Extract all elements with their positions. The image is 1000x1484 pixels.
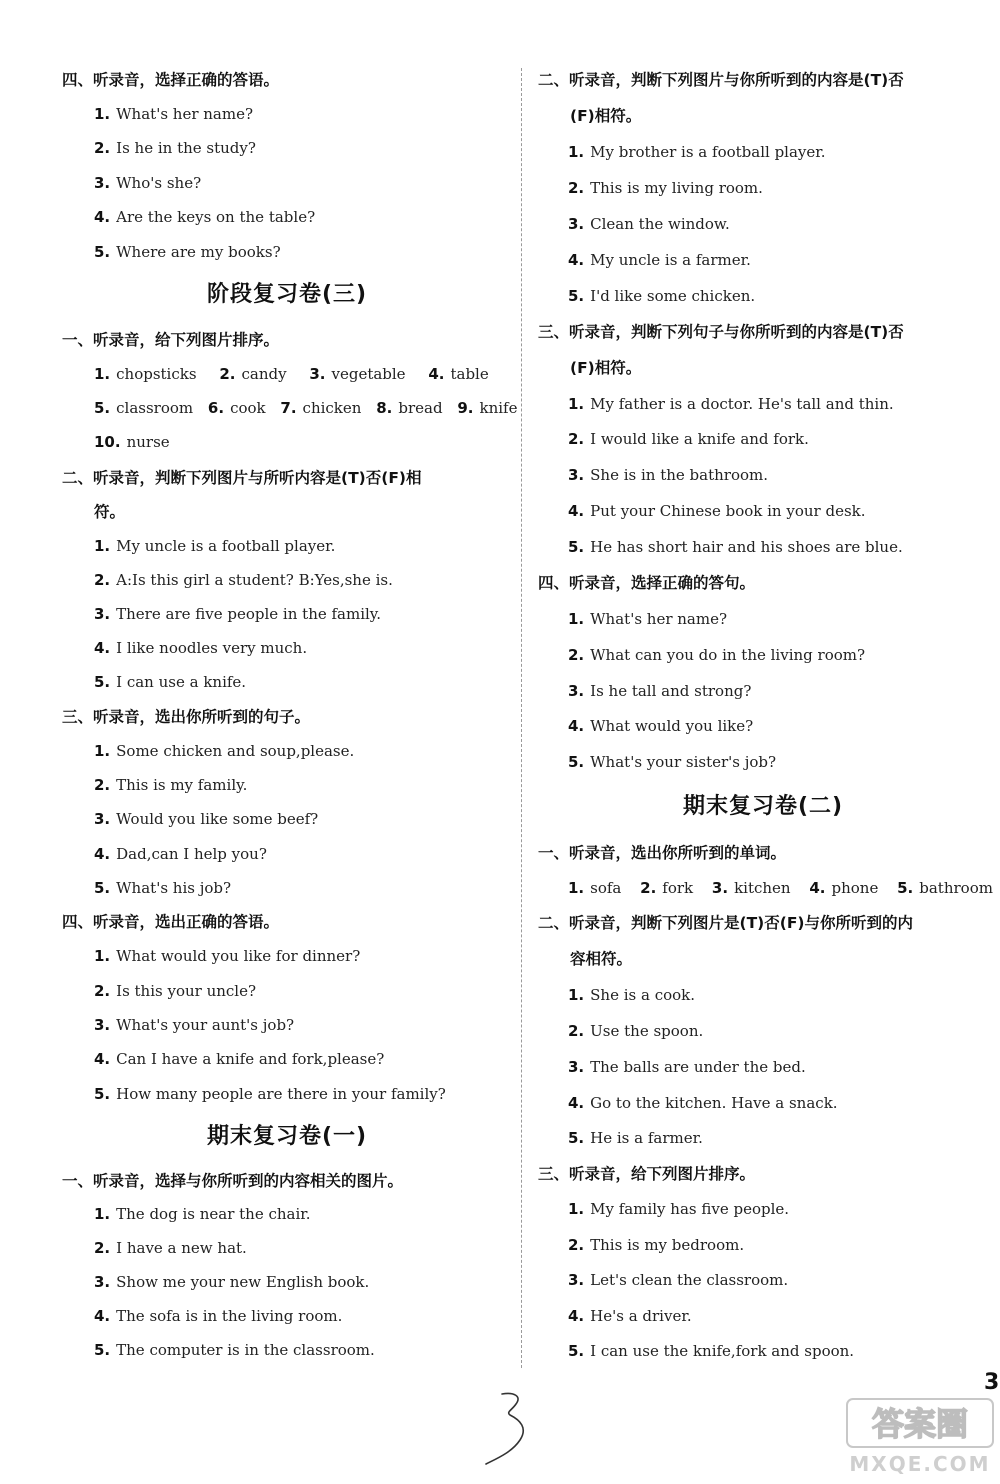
- item-text: I'd like some chicken.: [590, 287, 756, 305]
- page-number: 3: [984, 1370, 1000, 1395]
- svg-text:MXQE.COM: MXQE.COM: [849, 1452, 991, 1476]
- item-text: What's your sister's job?: [590, 753, 777, 771]
- list-item: [62, 1238, 247, 1258]
- list-item: [62, 1015, 294, 1035]
- list-item: [62, 809, 318, 829]
- item-text: classroom: [116, 399, 194, 417]
- item-number: 1.: [94, 1205, 111, 1223]
- item-number: 6.: [207, 399, 225, 417]
- list-item: [62, 844, 267, 864]
- item-number: 8.: [376, 399, 393, 417]
- item-number: 3.: [568, 682, 585, 700]
- list-item: [538, 537, 903, 557]
- item-text: Use the spoon.: [590, 1022, 704, 1040]
- item-text: The computer is in the classroom.: [116, 1341, 375, 1359]
- item-text: Is he in the study?: [116, 139, 256, 157]
- item-number: 2.: [568, 430, 585, 448]
- item-text: My brother is a football player.: [590, 143, 826, 161]
- item-text: What would you like?: [590, 717, 754, 735]
- item-number: 3.: [94, 174, 111, 192]
- item-text: The dog is near the chair.: [116, 1205, 311, 1223]
- item-number: 2.: [568, 1236, 585, 1254]
- list-item: [538, 716, 753, 736]
- word-row: [62, 364, 489, 384]
- list-item: [538, 1235, 744, 1255]
- item-number: 2.: [640, 879, 657, 897]
- item-text: The balls are under the bed.: [590, 1058, 806, 1076]
- list-item: [62, 1272, 369, 1292]
- item-number: 3.: [309, 365, 326, 383]
- item-text: What's your aunt's job?: [116, 1016, 295, 1034]
- item-text: He is a farmer.: [590, 1129, 703, 1147]
- item-number: 4.: [568, 251, 585, 269]
- section-header: 二、听录音，判断下列图片与你所听到的内容是(T)否: [538, 71, 904, 89]
- list-item: [538, 1199, 789, 1219]
- list-item: [62, 741, 354, 761]
- list-item: [538, 1093, 838, 1113]
- item-text: Are the keys on the table?: [116, 208, 316, 226]
- word-row: [62, 398, 517, 418]
- item-number: 1.: [568, 143, 585, 161]
- list-item: [62, 981, 256, 1001]
- item-number: 4.: [94, 639, 111, 657]
- section-header: 四、听录音，选择正确的答语。: [62, 71, 280, 89]
- item-number: 9.: [457, 399, 474, 417]
- list-item: [62, 207, 315, 227]
- item-number: 1.: [568, 879, 585, 897]
- section-header: 二、听录音，判断下列图片是(T)否(F)与你所听到的内: [538, 914, 913, 932]
- item-text: I can use the knife,fork and spoon.: [590, 1342, 855, 1360]
- item-number: 2.: [568, 646, 585, 664]
- item-text: What can you do in the living room?: [590, 646, 866, 664]
- list-item: [538, 1341, 854, 1361]
- item-text: fork: [662, 879, 694, 897]
- item-number: 4.: [94, 208, 111, 226]
- section-header: 四、听录音，选出正确的答语。: [62, 913, 280, 931]
- item-text: bathroom: [919, 879, 993, 897]
- item-number: 5.: [568, 1129, 585, 1147]
- item-text: Is this your uncle?: [116, 982, 257, 1000]
- list-item: [62, 672, 246, 692]
- section-header-continued: 容相符。: [570, 950, 633, 968]
- list-item: [538, 609, 727, 629]
- item-number: 1.: [568, 986, 585, 1004]
- item-number: 3.: [94, 605, 111, 623]
- item-number: 5.: [568, 1342, 585, 1360]
- list-item: [62, 570, 393, 590]
- item-number: 5.: [94, 1085, 111, 1103]
- item-number: 3.: [568, 1058, 585, 1076]
- list-item: [538, 286, 755, 306]
- item-text: How many people are there in your family?: [116, 1085, 446, 1103]
- item-number: 3.: [711, 879, 729, 897]
- item-text: candy: [241, 365, 287, 383]
- section-title: 期末复习卷(二): [682, 794, 844, 819]
- section-header-continued: 符。: [94, 503, 126, 521]
- item-text: My family has five people.: [590, 1200, 790, 1218]
- list-item: [538, 1021, 703, 1041]
- item-text: I can use a knife.: [116, 673, 247, 691]
- list-item: [538, 250, 751, 270]
- item-text: What would you like for dinner?: [116, 947, 361, 965]
- item-number: 3.: [94, 1273, 111, 1291]
- list-item: [62, 604, 381, 624]
- section-header: 一、听录音，给下列图片排序。: [62, 331, 280, 349]
- item-number: 3.: [568, 215, 585, 233]
- item-number: 5.: [897, 879, 914, 897]
- item-text: table: [450, 365, 489, 383]
- item-number: 4.: [94, 1050, 111, 1068]
- list-item: [538, 178, 763, 198]
- item-text: What's her name?: [116, 105, 254, 123]
- list-item: [62, 1340, 375, 1360]
- item-text: She is in the bathroom.: [590, 466, 769, 484]
- item-number: 1.: [94, 365, 111, 383]
- item-number: 4.: [568, 1307, 585, 1325]
- item-number: 5.: [568, 287, 585, 305]
- item-number: 1.: [94, 537, 111, 555]
- item-text: This is my family.: [116, 776, 248, 794]
- item-number: 1.: [94, 947, 111, 965]
- list-item: [538, 1057, 806, 1077]
- item-text: I have a new hat.: [116, 1239, 247, 1257]
- list-item: [538, 142, 826, 162]
- item-number: 4.: [94, 1307, 111, 1325]
- item-text: He has short hair and his shoes are blue.: [590, 538, 903, 556]
- section-header: 一、听录音，选出你所听到的单词。: [538, 844, 787, 862]
- item-number: 4.: [94, 845, 111, 863]
- list-item: [62, 775, 247, 795]
- word-row: [538, 878, 993, 898]
- item-text: nurse: [126, 433, 170, 451]
- item-text: My uncle is a farmer.: [590, 251, 751, 269]
- item-number: 5.: [568, 538, 585, 556]
- list-item: [538, 429, 809, 449]
- item-text: The sofa is in the living room.: [116, 1307, 343, 1325]
- section-title: 期末复习卷(一): [206, 1124, 368, 1149]
- item-text: What's her name?: [590, 610, 728, 628]
- word-row: [62, 432, 170, 452]
- list-item: [538, 985, 695, 1005]
- list-item: [62, 104, 253, 124]
- handwritten-mark: [480, 1388, 550, 1468]
- item-number: 2.: [94, 776, 111, 794]
- item-text: chopsticks: [116, 365, 197, 383]
- item-text: kitchen: [734, 879, 791, 897]
- list-item: [538, 501, 866, 521]
- section-header-continued: (F)相符。: [570, 359, 642, 377]
- item-number: 7.: [280, 399, 297, 417]
- item-text: sofa: [590, 879, 622, 897]
- item-text: bread: [398, 399, 443, 417]
- item-number: 5.: [94, 243, 111, 261]
- item-text: There are five people in the family.: [116, 605, 382, 623]
- item-text: Would you like some beef?: [116, 810, 319, 828]
- section-header: 三、听录音，判断下列句子与你所听到的内容是(T)否: [538, 323, 904, 341]
- section-header-continued: (F)相符。: [570, 107, 642, 125]
- item-number: 4.: [568, 502, 585, 520]
- item-text: Put your Chinese book in your desk.: [590, 502, 866, 520]
- item-number: 2.: [94, 1239, 111, 1257]
- list-item: [538, 1128, 703, 1148]
- list-item: [538, 645, 865, 665]
- item-text: Who's she?: [116, 174, 202, 192]
- section-title: 阶段复习卷(三): [206, 282, 368, 307]
- list-item: [538, 1306, 692, 1326]
- item-text: chicken: [302, 399, 362, 417]
- item-text: He's a driver.: [590, 1307, 692, 1325]
- item-text: Some chicken and soup,please.: [116, 742, 355, 760]
- item-text: vegetable: [331, 365, 406, 383]
- item-text: I would like a knife and fork.: [590, 430, 809, 448]
- item-text: Clean the window.: [590, 215, 730, 233]
- list-item: [62, 638, 307, 658]
- item-number: 5.: [568, 753, 585, 771]
- list-item: [62, 878, 231, 898]
- list-item: [62, 1204, 311, 1224]
- item-number: 2.: [219, 365, 236, 383]
- list-item: [62, 1049, 384, 1069]
- item-number: 1.: [568, 395, 585, 413]
- section-header: 三、听录音，选出你所听到的句子。: [62, 708, 311, 726]
- item-text: Show me your new English book.: [116, 1273, 370, 1291]
- item-text: Let's clean the classroom.: [590, 1271, 789, 1289]
- section-header: 一、听录音，选择与你所听到的内容相关的图片。: [62, 1172, 404, 1190]
- item-text: phone: [831, 879, 879, 897]
- section-header: 三、听录音，给下列图片排序。: [538, 1165, 756, 1183]
- item-text: Go to the kitchen. Have a snack.: [590, 1094, 838, 1112]
- item-number: 5.: [94, 399, 111, 417]
- item-number: 5.: [94, 1341, 111, 1359]
- svg-text:答案圈: 答案圈: [871, 1405, 969, 1443]
- item-text: This is my bedroom.: [590, 1236, 745, 1254]
- item-number: 1.: [94, 742, 111, 760]
- list-item: [538, 1270, 788, 1290]
- section-header: 四、听录音，选择正确的答句。: [538, 574, 756, 592]
- section-header: 二、听录音，判断下列图片与所听内容是(T)否(F)相: [62, 469, 422, 487]
- item-number: 2.: [568, 1022, 585, 1040]
- item-number: 10.: [94, 433, 121, 451]
- item-number: 5.: [94, 879, 111, 897]
- list-item: [62, 173, 201, 193]
- item-text: What's his job?: [116, 879, 232, 897]
- item-number: 4.: [568, 1094, 585, 1112]
- list-item: [538, 394, 894, 414]
- item-number: 2.: [568, 179, 585, 197]
- item-number: 4.: [809, 879, 826, 897]
- item-number: 5.: [94, 673, 111, 691]
- item-number: 1.: [568, 610, 585, 628]
- list-item: [538, 465, 768, 485]
- watermark-logo: [845, 1395, 995, 1480]
- item-text: cook: [230, 399, 266, 417]
- item-number: 3.: [94, 1016, 111, 1034]
- list-item: [62, 1084, 446, 1104]
- column-divider: [521, 68, 522, 1368]
- item-text: This is my living room.: [590, 179, 763, 197]
- list-item: [538, 752, 776, 772]
- item-text: I like noodles very much.: [116, 639, 308, 657]
- list-item: [538, 214, 730, 234]
- item-text: Where are my books?: [116, 243, 281, 261]
- item-number: 1.: [94, 105, 111, 123]
- item-text: My father is a doctor. He's tall and thin.: [590, 395, 894, 413]
- item-number: 3.: [94, 810, 111, 828]
- list-item: [62, 1306, 342, 1326]
- item-text: Can I have a knife and fork,please?: [116, 1050, 385, 1068]
- item-text: Is he tall and strong?: [590, 682, 752, 700]
- list-item: [538, 681, 751, 701]
- list-item: [62, 242, 281, 262]
- item-text: She is a cook.: [590, 986, 696, 1004]
- item-number: 2.: [94, 571, 111, 589]
- item-number: 1.: [568, 1200, 585, 1218]
- item-number: 4.: [568, 717, 585, 735]
- list-item: [62, 138, 256, 158]
- item-number: 3.: [568, 1271, 585, 1289]
- item-number: 2.: [94, 982, 111, 1000]
- item-text: Dad,can I help you?: [116, 845, 267, 863]
- item-number: 2.: [94, 139, 111, 157]
- list-item: [62, 536, 335, 556]
- list-item: [62, 946, 360, 966]
- item-text: knife: [479, 399, 518, 417]
- item-number: 4.: [428, 365, 445, 383]
- item-number: 3.: [568, 466, 585, 484]
- item-text: A:Is this girl a student? B:Yes,she is.: [116, 571, 393, 589]
- item-text: My uncle is a football player.: [116, 537, 336, 555]
